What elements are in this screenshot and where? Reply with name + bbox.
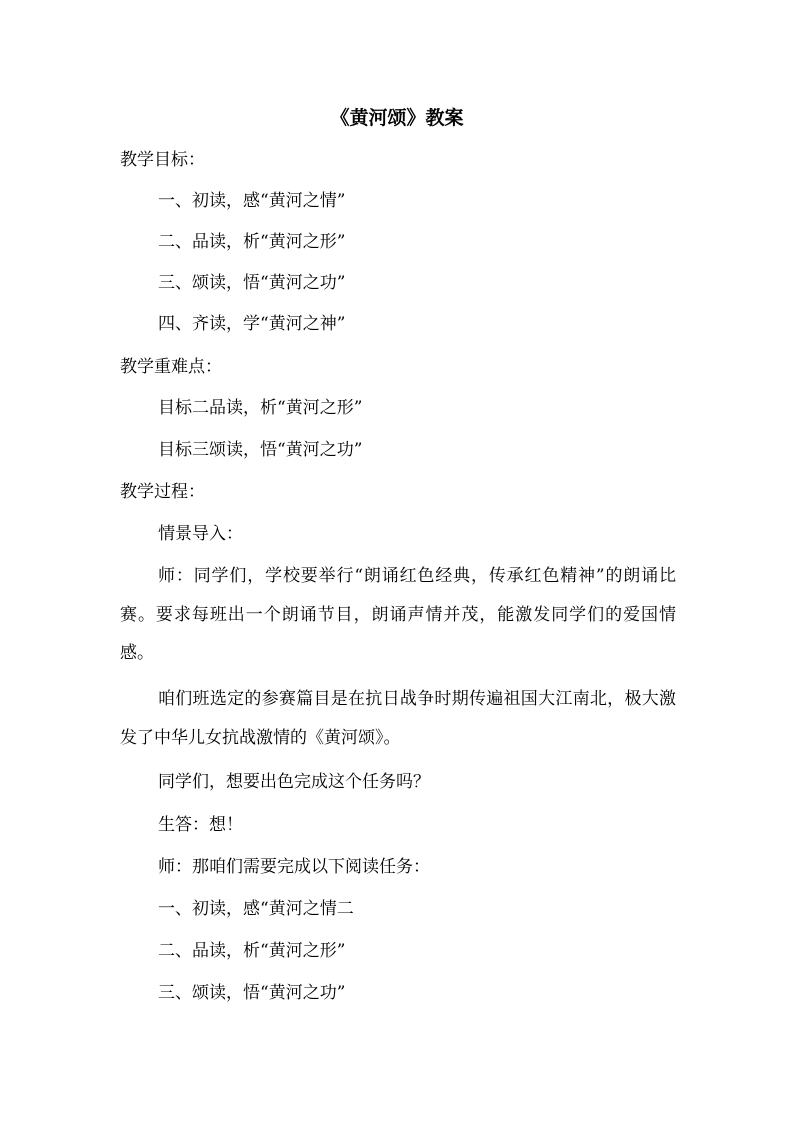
selection-paragraph: 咱们班选定的参赛篇目是在抗日战争时期传遍祖国大江南北，极大激发了中华儿女抗战激情的《黄河颂》。 [120,689,676,748]
task-item: 一、初读，感“黄河之情二 [158,899,354,919]
intro-heading: 情景导入： [158,524,243,544]
key-point-item: 目标三颂读，悟“黄河之功” [158,440,363,460]
teacher-paragraph: 师：同学们，学校要举行“朗诵红色经典，传承红色精神”的朗诵比赛。要求每班出一个朗诵节目，朗诵声情并茂，能激发同学们的爱国情感。 [120,566,676,663]
question-line: 同学们，想要出色完成这个任务吗？ [158,772,430,792]
task-item: 二、品读，析“黄河之形” [158,941,346,961]
process-heading: 教学过程： [120,482,205,502]
key-points-heading: 教学重难点： [120,357,222,377]
document-title: 《黄河颂》教案 [330,107,464,129]
goal-item: 二、品读，析“黄河之形” [158,232,346,252]
task-intro-line: 师：那咱们需要完成以下阅读任务： [158,857,430,877]
goal-item: 一、初读，感“黄河之情” [158,191,346,211]
goal-item: 四、齐读，学“黄河之神” [158,314,346,334]
goals-heading: 教学目标： [120,150,205,170]
answer-line: 生答：想！ [158,815,243,835]
key-point-item: 目标二品读，析“黄河之形” [158,398,363,418]
task-item: 三、颂读，悟“黄河之功” [158,983,346,1003]
goal-item: 三、颂读，悟“黄河之功” [158,273,346,293]
